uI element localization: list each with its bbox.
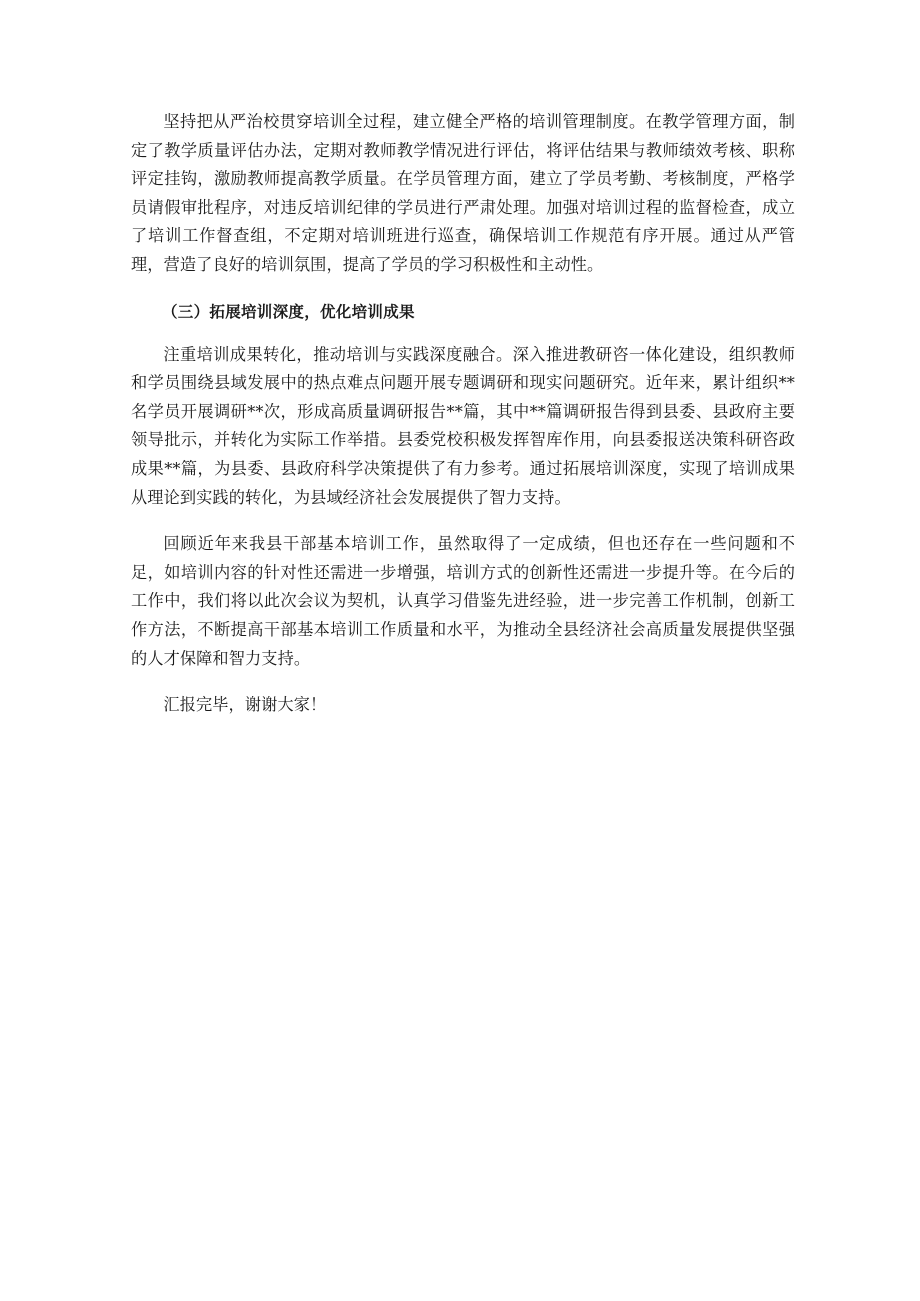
paragraph-strict-management: 坚持把从严治校贯穿培训全过程，建立健全严格的培训管理制度。在教学管理方面，制定了教学质量评估办法，定期对教师教学情况进行评估，将评估结果与教师绩效考核、职称评定挂钩，激励教师提高教学质量。在学员管理方面，建立了学员考勤、考核制度，严格学员请假审批程序，对违反培训纪律的学员进行严肃处理。加强对培训过程的监督检查，成立了培训工作督查组，不定期对培训班进行巡查，确保培训工作规范有序开展。通过从严管理，营造了良好的培训氛围，提高了学员的学习积极性和主动性。 <box>131 112 795 274</box>
section-heading-3: （三）拓展培训深度，优化培训成果 <box>162 302 415 321</box>
paragraph-closing: 汇报完毕，谢谢大家！ <box>163 695 327 715</box>
paragraph-review-outlook: 回顾近年来我县干部基本培训工作，虽然取得了一定成绩，但也还存在一些问题和不足，如培训内容的针对性还需进一步增强，培训方式的创新性还需进一步提升等。在今后的工作中，我们将以此次会议为契机，认真学习借鉴先进经验，进一步完善工作机制，创新工作方法，不断提高干部基本培训工作质量和水平，为推动全县经济社会高质量发展提供坚强的人才保障和智力支持。 <box>131 534 795 668</box>
paragraph-training-outcomes: 注重培训成果转化，推动培训与实践深度融合。深入推进教研咨一体化建设，组织教师和学员围绕县域发展中的热点难点问题开展专题调研和现实问题研究。近年来，累计组织**名学员开展调研**次，形成高质量调研报告**篇，其中**篇调研报告得到县委、县政府主要领导批示，并转化为实际工作举措。县委党校积极发挥智库作用，向县委报送决策科研咨政成果**篇，为县委、县政府科学决策提供了有力参考。通过拓展培训深度，实现了培训成果从理论到实践的转化，为县域经济社会发展提供了智力支持。 <box>131 344 795 507</box>
document-body <box>131 108 795 738</box>
